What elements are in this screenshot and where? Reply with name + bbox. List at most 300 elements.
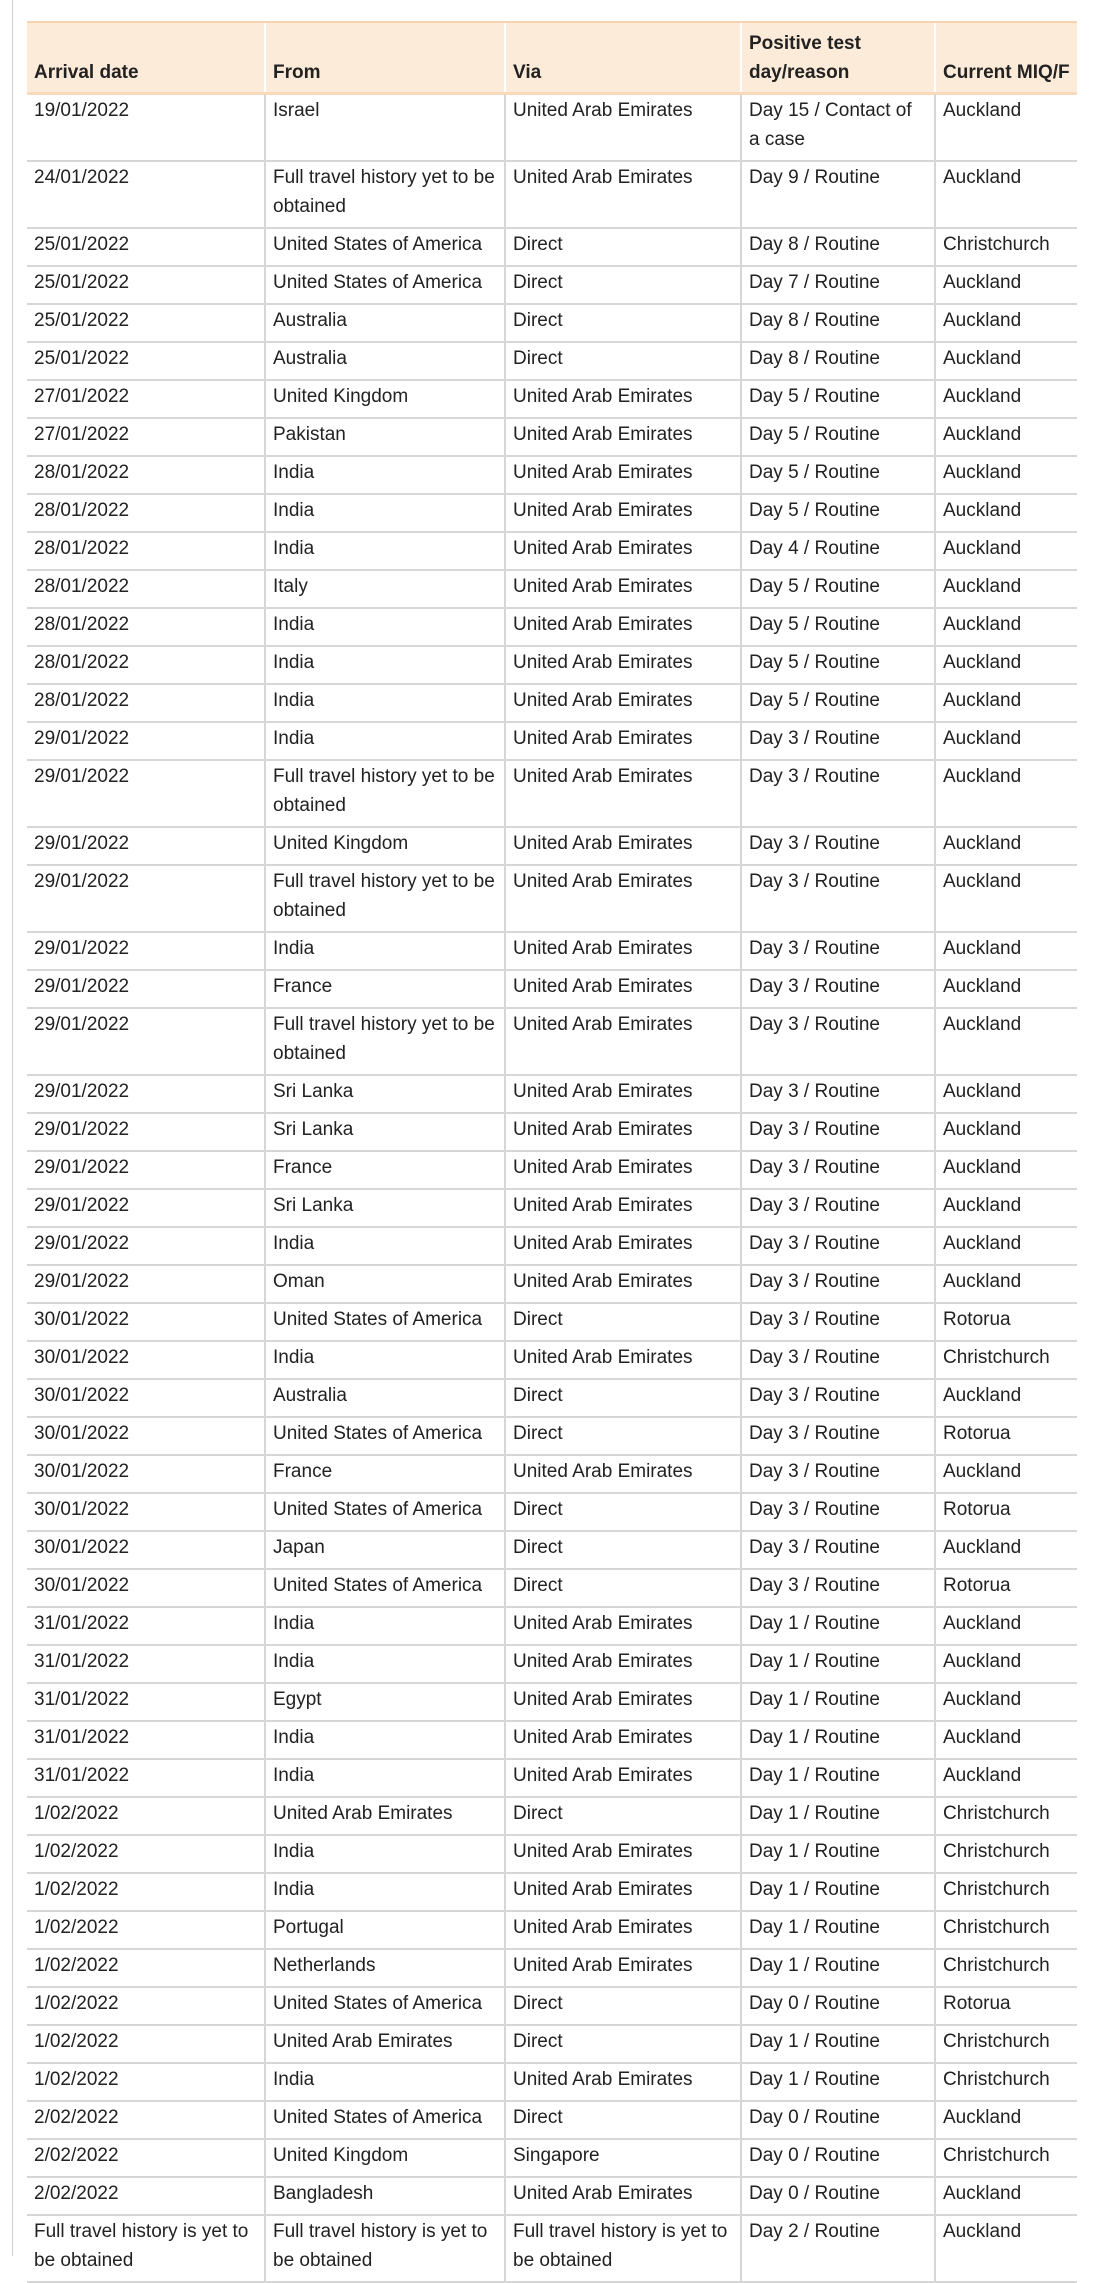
cell-via: United Arab Emirates (505, 684, 741, 722)
cell-positive-test: Day 8 / Routine (741, 228, 935, 266)
cell-from: Full travel history yet to be obtained (265, 760, 505, 827)
cell-from: Israel (265, 94, 505, 162)
cell-arrival-date: 31/01/2022 (27, 1645, 265, 1683)
cell-current-miq: Auckland (935, 1008, 1077, 1075)
cell-positive-test: Day 3 / Routine (741, 1113, 935, 1151)
cell-from: Australia (265, 1379, 505, 1417)
table-row (27, 2139, 1077, 2177)
cell-via: United Arab Emirates (505, 94, 741, 162)
cell-current-miq: Auckland (935, 2101, 1077, 2139)
cell-current-miq: Auckland (935, 380, 1077, 418)
cell-via: United Arab Emirates (505, 722, 741, 760)
cell-via: United Arab Emirates (505, 1759, 741, 1797)
cell-positive-test: Day 3 / Routine (741, 760, 935, 827)
cell-via: Full travel history is yet to be obtained (505, 2215, 741, 2282)
cell-arrival-date: 30/01/2022 (27, 1303, 265, 1341)
table-row (27, 532, 1077, 570)
cell-positive-test: Day 1 / Routine (741, 2025, 935, 2063)
cell-from: Portugal (265, 1911, 505, 1949)
cell-current-miq: Auckland (935, 1455, 1077, 1493)
cell-current-miq: Auckland (935, 456, 1077, 494)
cell-current-miq: Auckland (935, 1531, 1077, 1569)
table-row (27, 1113, 1077, 1151)
cell-current-miq: Auckland (935, 1151, 1077, 1189)
cell-from: India (265, 1835, 505, 1873)
cell-current-miq: Auckland (935, 970, 1077, 1008)
cell-positive-test: Day 3 / Routine (741, 1569, 935, 1607)
cell-positive-test: Day 3 / Routine (741, 827, 935, 865)
table-row (27, 1607, 1077, 1645)
cell-current-miq: Auckland (935, 418, 1077, 456)
cell-arrival-date: 29/01/2022 (27, 1189, 265, 1227)
cell-current-miq: Auckland (935, 304, 1077, 342)
cell-arrival-date: 1/02/2022 (27, 2025, 265, 2063)
cell-via: United Arab Emirates (505, 1873, 741, 1911)
table-row (27, 646, 1077, 684)
cell-positive-test: Day 3 / Routine (741, 1455, 935, 1493)
table-row (27, 1949, 1077, 1987)
cell-current-miq: Auckland (935, 932, 1077, 970)
cell-via: Direct (505, 2101, 741, 2139)
cell-current-miq: Christchurch (935, 1797, 1077, 1835)
table-row (27, 1797, 1077, 1835)
cell-positive-test: Day 3 / Routine (741, 932, 935, 970)
cell-arrival-date: 28/01/2022 (27, 532, 265, 570)
cell-positive-test: Day 1 / Routine (741, 1607, 935, 1645)
cell-positive-test: Day 3 / Routine (741, 1341, 935, 1379)
cell-positive-test: Day 5 / Routine (741, 456, 935, 494)
page-left-border (12, 0, 13, 2256)
table-row (27, 1645, 1077, 1683)
cell-positive-test: Day 3 / Routine (741, 1531, 935, 1569)
cell-from: United States of America (265, 1493, 505, 1531)
table-row (27, 1721, 1077, 1759)
cell-via: Direct (505, 304, 741, 342)
cell-arrival-date: 30/01/2022 (27, 1455, 265, 1493)
cell-arrival-date: 30/01/2022 (27, 1417, 265, 1455)
cell-via: Direct (505, 1379, 741, 1417)
cell-via: United Arab Emirates (505, 760, 741, 827)
cell-positive-test: Day 3 / Routine (741, 1417, 935, 1455)
cell-from: Bangladesh (265, 2177, 505, 2215)
cell-from: United States of America (265, 1417, 505, 1455)
cell-from: Full travel history yet to be obtained (265, 161, 505, 228)
cell-from: India (265, 532, 505, 570)
table-row (27, 1265, 1077, 1303)
cell-current-miq: Auckland (935, 2215, 1077, 2282)
cell-positive-test: Day 1 / Routine (741, 2063, 935, 2101)
cell-arrival-date: 31/01/2022 (27, 1721, 265, 1759)
cell-from: India (265, 1759, 505, 1797)
cell-current-miq: Auckland (935, 865, 1077, 932)
cell-via: United Arab Emirates (505, 1113, 741, 1151)
table-container (27, 21, 1077, 2283)
cell-via: United Arab Emirates (505, 532, 741, 570)
cell-arrival-date: 25/01/2022 (27, 266, 265, 304)
cell-current-miq: Auckland (935, 532, 1077, 570)
cell-current-miq: Auckland (935, 570, 1077, 608)
table-row (27, 2215, 1077, 2282)
cell-arrival-date: 29/01/2022 (27, 1227, 265, 1265)
cell-arrival-date: 28/01/2022 (27, 494, 265, 532)
cell-positive-test: Day 0 / Routine (741, 1987, 935, 2025)
cell-from: Sri Lanka (265, 1189, 505, 1227)
cell-from: United States of America (265, 2101, 505, 2139)
table-row (27, 570, 1077, 608)
cell-current-miq: Auckland (935, 760, 1077, 827)
cell-current-miq: Auckland (935, 94, 1077, 162)
cell-current-miq: Rotorua (935, 1987, 1077, 2025)
cell-positive-test: Day 1 / Routine (741, 1911, 935, 1949)
cell-positive-test: Day 5 / Routine (741, 684, 935, 722)
cell-via: Direct (505, 1531, 741, 1569)
cell-current-miq: Auckland (935, 1379, 1077, 1417)
cell-from: Pakistan (265, 418, 505, 456)
cell-current-miq: Christchurch (935, 2063, 1077, 2101)
cell-arrival-date: 30/01/2022 (27, 1531, 265, 1569)
cell-from: Japan (265, 1531, 505, 1569)
cell-from: Netherlands (265, 1949, 505, 1987)
table-row (27, 932, 1077, 970)
table-body (27, 94, 1077, 2283)
cell-arrival-date: 1/02/2022 (27, 1949, 265, 1987)
cell-from: United States of America (265, 1569, 505, 1607)
table-row (27, 760, 1077, 827)
cell-via: United Arab Emirates (505, 418, 741, 456)
cell-current-miq: Auckland (935, 1683, 1077, 1721)
cell-arrival-date: 29/01/2022 (27, 1265, 265, 1303)
cell-from: Full travel history yet to be obtained (265, 1008, 505, 1075)
cell-from: Sri Lanka (265, 1113, 505, 1151)
cell-from: Egypt (265, 1683, 505, 1721)
table-row (27, 1151, 1077, 1189)
cell-current-miq: Auckland (935, 608, 1077, 646)
cell-from: United States of America (265, 228, 505, 266)
cell-arrival-date: 29/01/2022 (27, 1113, 265, 1151)
cell-arrival-date: 30/01/2022 (27, 1569, 265, 1607)
cell-arrival-date: 1/02/2022 (27, 1873, 265, 1911)
cell-current-miq: Christchurch (935, 1911, 1077, 1949)
cell-via: United Arab Emirates (505, 494, 741, 532)
cell-positive-test: Day 3 / Routine (741, 970, 935, 1008)
cell-positive-test: Day 8 / Routine (741, 304, 935, 342)
table-row (27, 1531, 1077, 1569)
cell-arrival-date: 29/01/2022 (27, 932, 265, 970)
cell-positive-test: Day 1 / Routine (741, 1683, 935, 1721)
cell-from: India (265, 722, 505, 760)
cell-positive-test: Day 1 / Routine (741, 1873, 935, 1911)
cell-arrival-date: 29/01/2022 (27, 970, 265, 1008)
table-row (27, 94, 1077, 162)
cell-positive-test: Day 2 / Routine (741, 2215, 935, 2282)
table-row (27, 1759, 1077, 1797)
table-row (27, 1227, 1077, 1265)
cell-via: United Arab Emirates (505, 1008, 741, 1075)
cell-positive-test: Day 1 / Routine (741, 1797, 935, 1835)
cell-current-miq: Auckland (935, 722, 1077, 760)
cell-arrival-date: Full travel history is yet to be obtained (27, 2215, 265, 2282)
cell-arrival-date: 29/01/2022 (27, 722, 265, 760)
cell-positive-test: Day 3 / Routine (741, 1189, 935, 1227)
cell-via: United Arab Emirates (505, 1835, 741, 1873)
cell-arrival-date: 1/02/2022 (27, 1987, 265, 2025)
cell-positive-test: Day 1 / Routine (741, 1835, 935, 1873)
cell-from: Italy (265, 570, 505, 608)
cell-via: Direct (505, 1987, 741, 2025)
table-row (27, 228, 1077, 266)
cell-current-miq: Auckland (935, 684, 1077, 722)
table-row (27, 722, 1077, 760)
cell-arrival-date: 1/02/2022 (27, 1911, 265, 1949)
cell-from: India (265, 932, 505, 970)
header-current-miq: Current MIQ/F (935, 22, 1077, 94)
cell-positive-test: Day 1 / Routine (741, 1759, 935, 1797)
header-via: Via (505, 22, 741, 94)
cell-from: Australia (265, 304, 505, 342)
cell-from: France (265, 1151, 505, 1189)
table-row (27, 684, 1077, 722)
cell-via: United Arab Emirates (505, 827, 741, 865)
table-row (27, 827, 1077, 865)
cell-arrival-date: 29/01/2022 (27, 827, 265, 865)
cell-via: United Arab Emirates (505, 1455, 741, 1493)
table-row (27, 266, 1077, 304)
cell-via: United Arab Emirates (505, 380, 741, 418)
cell-via: United Arab Emirates (505, 456, 741, 494)
table-row (27, 494, 1077, 532)
table-row (27, 2177, 1077, 2215)
table-row (27, 970, 1077, 1008)
cell-current-miq: Auckland (935, 2177, 1077, 2215)
cell-current-miq: Auckland (935, 1645, 1077, 1683)
cell-positive-test: Day 3 / Routine (741, 1303, 935, 1341)
table-row (27, 2063, 1077, 2101)
cell-positive-test: Day 5 / Routine (741, 608, 935, 646)
cell-current-miq: Christchurch (935, 1949, 1077, 1987)
cell-current-miq: Christchurch (935, 2139, 1077, 2177)
cell-positive-test: Day 15 / Contact of a case (741, 94, 935, 162)
cell-arrival-date: 1/02/2022 (27, 1835, 265, 1873)
cell-arrival-date: 31/01/2022 (27, 1759, 265, 1797)
cell-from: India (265, 1721, 505, 1759)
cell-via: Direct (505, 342, 741, 380)
cell-positive-test: Day 3 / Routine (741, 722, 935, 760)
cell-via: United Arab Emirates (505, 1227, 741, 1265)
cell-arrival-date: 2/02/2022 (27, 2101, 265, 2139)
cell-from: United States of America (265, 1987, 505, 2025)
cell-from: United Kingdom (265, 827, 505, 865)
cell-via: United Arab Emirates (505, 1189, 741, 1227)
table-row (27, 418, 1077, 456)
cell-positive-test: Day 5 / Routine (741, 380, 935, 418)
header-positive-test: Positive test day/reason (741, 22, 935, 94)
cell-via: United Arab Emirates (505, 1645, 741, 1683)
cell-from: India (265, 1873, 505, 1911)
cell-current-miq: Auckland (935, 1113, 1077, 1151)
cell-positive-test: Day 1 / Routine (741, 1645, 935, 1683)
cell-from: Australia (265, 342, 505, 380)
cell-arrival-date: 2/02/2022 (27, 2139, 265, 2177)
cell-from: India (265, 1607, 505, 1645)
cell-arrival-date: 30/01/2022 (27, 1341, 265, 1379)
table-row (27, 1683, 1077, 1721)
cell-arrival-date: 19/01/2022 (27, 94, 265, 162)
cell-via: United Arab Emirates (505, 2063, 741, 2101)
cell-via: United Arab Emirates (505, 1911, 741, 1949)
cell-from: United Arab Emirates (265, 1797, 505, 1835)
cell-from: United Kingdom (265, 2139, 505, 2177)
cell-positive-test: Day 1 / Routine (741, 1721, 935, 1759)
cell-current-miq: Rotorua (935, 1493, 1077, 1531)
cell-via: United Arab Emirates (505, 865, 741, 932)
cell-from: United Arab Emirates (265, 2025, 505, 2063)
cell-via: United Arab Emirates (505, 1721, 741, 1759)
table-row (27, 1075, 1077, 1113)
cell-current-miq: Auckland (935, 1721, 1077, 1759)
cell-arrival-date: 27/01/2022 (27, 418, 265, 456)
cell-via: Direct (505, 1493, 741, 1531)
table-row (27, 1341, 1077, 1379)
cell-from: India (265, 608, 505, 646)
cell-via: United Arab Emirates (505, 1151, 741, 1189)
cell-arrival-date: 28/01/2022 (27, 646, 265, 684)
cell-via: United Arab Emirates (505, 970, 741, 1008)
cell-via: United Arab Emirates (505, 646, 741, 684)
cell-from: Oman (265, 1265, 505, 1303)
cell-arrival-date: 29/01/2022 (27, 1151, 265, 1189)
cell-via: United Arab Emirates (505, 1949, 741, 1987)
cell-from: India (265, 2063, 505, 2101)
cell-via: United Arab Emirates (505, 570, 741, 608)
cell-positive-test: Day 3 / Routine (741, 1265, 935, 1303)
cell-arrival-date: 30/01/2022 (27, 1379, 265, 1417)
cell-arrival-date: 29/01/2022 (27, 1075, 265, 1113)
table-row (27, 456, 1077, 494)
cell-arrival-date: 2/02/2022 (27, 2177, 265, 2215)
table-row (27, 2025, 1077, 2063)
cell-positive-test: Day 3 / Routine (741, 1379, 935, 1417)
cell-positive-test: Day 9 / Routine (741, 161, 935, 228)
cell-from: India (265, 494, 505, 532)
cell-via: Direct (505, 1569, 741, 1607)
table-row (27, 608, 1077, 646)
cell-arrival-date: 28/01/2022 (27, 570, 265, 608)
table-row (27, 1417, 1077, 1455)
cell-arrival-date: 27/01/2022 (27, 380, 265, 418)
arrivals-table (27, 21, 1077, 2283)
cell-current-miq: Christchurch (935, 1835, 1077, 1873)
header-from: From (265, 22, 505, 94)
cell-current-miq: Auckland (935, 1075, 1077, 1113)
cell-positive-test: Day 0 / Routine (741, 2177, 935, 2215)
cell-current-miq: Auckland (935, 1607, 1077, 1645)
header-arrival-date: Arrival date (27, 22, 265, 94)
table-header (27, 22, 1077, 94)
cell-from: India (265, 684, 505, 722)
cell-via: Direct (505, 1797, 741, 1835)
cell-positive-test: Day 0 / Routine (741, 2101, 935, 2139)
cell-current-miq: Christchurch (935, 228, 1077, 266)
cell-arrival-date: 31/01/2022 (27, 1607, 265, 1645)
cell-current-miq: Christchurch (935, 1873, 1077, 1911)
cell-arrival-date: 25/01/2022 (27, 342, 265, 380)
cell-via: United Arab Emirates (505, 1607, 741, 1645)
cell-current-miq: Rotorua (935, 1569, 1077, 1607)
table-row (27, 1493, 1077, 1531)
cell-arrival-date: 25/01/2022 (27, 304, 265, 342)
table-row (27, 161, 1077, 228)
cell-from: India (265, 1227, 505, 1265)
table-row (27, 1455, 1077, 1493)
cell-via: Direct (505, 2025, 741, 2063)
cell-positive-test: Day 3 / Routine (741, 1227, 935, 1265)
cell-arrival-date: 28/01/2022 (27, 608, 265, 646)
cell-from: India (265, 1341, 505, 1379)
table-row (27, 380, 1077, 418)
cell-via: United Arab Emirates (505, 932, 741, 970)
cell-arrival-date: 28/01/2022 (27, 684, 265, 722)
cell-current-miq: Auckland (935, 1759, 1077, 1797)
cell-positive-test: Day 3 / Routine (741, 1151, 935, 1189)
cell-from: India (265, 456, 505, 494)
cell-current-miq: Auckland (935, 342, 1077, 380)
table-row (27, 342, 1077, 380)
cell-arrival-date: 1/02/2022 (27, 1797, 265, 1835)
cell-via: Direct (505, 1303, 741, 1341)
cell-from: France (265, 970, 505, 1008)
cell-arrival-date: 24/01/2022 (27, 161, 265, 228)
cell-via: United Arab Emirates (505, 1341, 741, 1379)
cell-arrival-date: 29/01/2022 (27, 760, 265, 827)
cell-current-miq: Rotorua (935, 1417, 1077, 1455)
cell-arrival-date: 29/01/2022 (27, 1008, 265, 1075)
cell-current-miq: Auckland (935, 827, 1077, 865)
header-row (27, 22, 1077, 94)
cell-current-miq: Auckland (935, 1189, 1077, 1227)
cell-from: India (265, 1645, 505, 1683)
cell-current-miq: Auckland (935, 1265, 1077, 1303)
table-row (27, 1873, 1077, 1911)
cell-arrival-date: 25/01/2022 (27, 228, 265, 266)
cell-current-miq: Auckland (935, 161, 1077, 228)
table-row (27, 304, 1077, 342)
cell-current-miq: Auckland (935, 494, 1077, 532)
cell-arrival-date: 30/01/2022 (27, 1493, 265, 1531)
cell-via: Direct (505, 1417, 741, 1455)
cell-current-miq: Auckland (935, 1227, 1077, 1265)
table-row (27, 1987, 1077, 2025)
table-row (27, 1189, 1077, 1227)
cell-positive-test: Day 8 / Routine (741, 342, 935, 380)
cell-from: France (265, 1455, 505, 1493)
cell-positive-test: Day 5 / Routine (741, 646, 935, 684)
cell-current-miq: Auckland (935, 266, 1077, 304)
cell-from: Full travel history yet to be obtained (265, 865, 505, 932)
cell-via: Direct (505, 228, 741, 266)
cell-current-miq: Rotorua (935, 1303, 1077, 1341)
cell-positive-test: Day 7 / Routine (741, 266, 935, 304)
table-row (27, 2101, 1077, 2139)
table-row (27, 1008, 1077, 1075)
cell-current-miq: Christchurch (935, 1341, 1077, 1379)
cell-from: India (265, 646, 505, 684)
cell-from: United Kingdom (265, 380, 505, 418)
cell-arrival-date: 29/01/2022 (27, 865, 265, 932)
table-row (27, 865, 1077, 932)
cell-from: Sri Lanka (265, 1075, 505, 1113)
cell-positive-test: Day 3 / Routine (741, 1075, 935, 1113)
cell-via: United Arab Emirates (505, 1265, 741, 1303)
